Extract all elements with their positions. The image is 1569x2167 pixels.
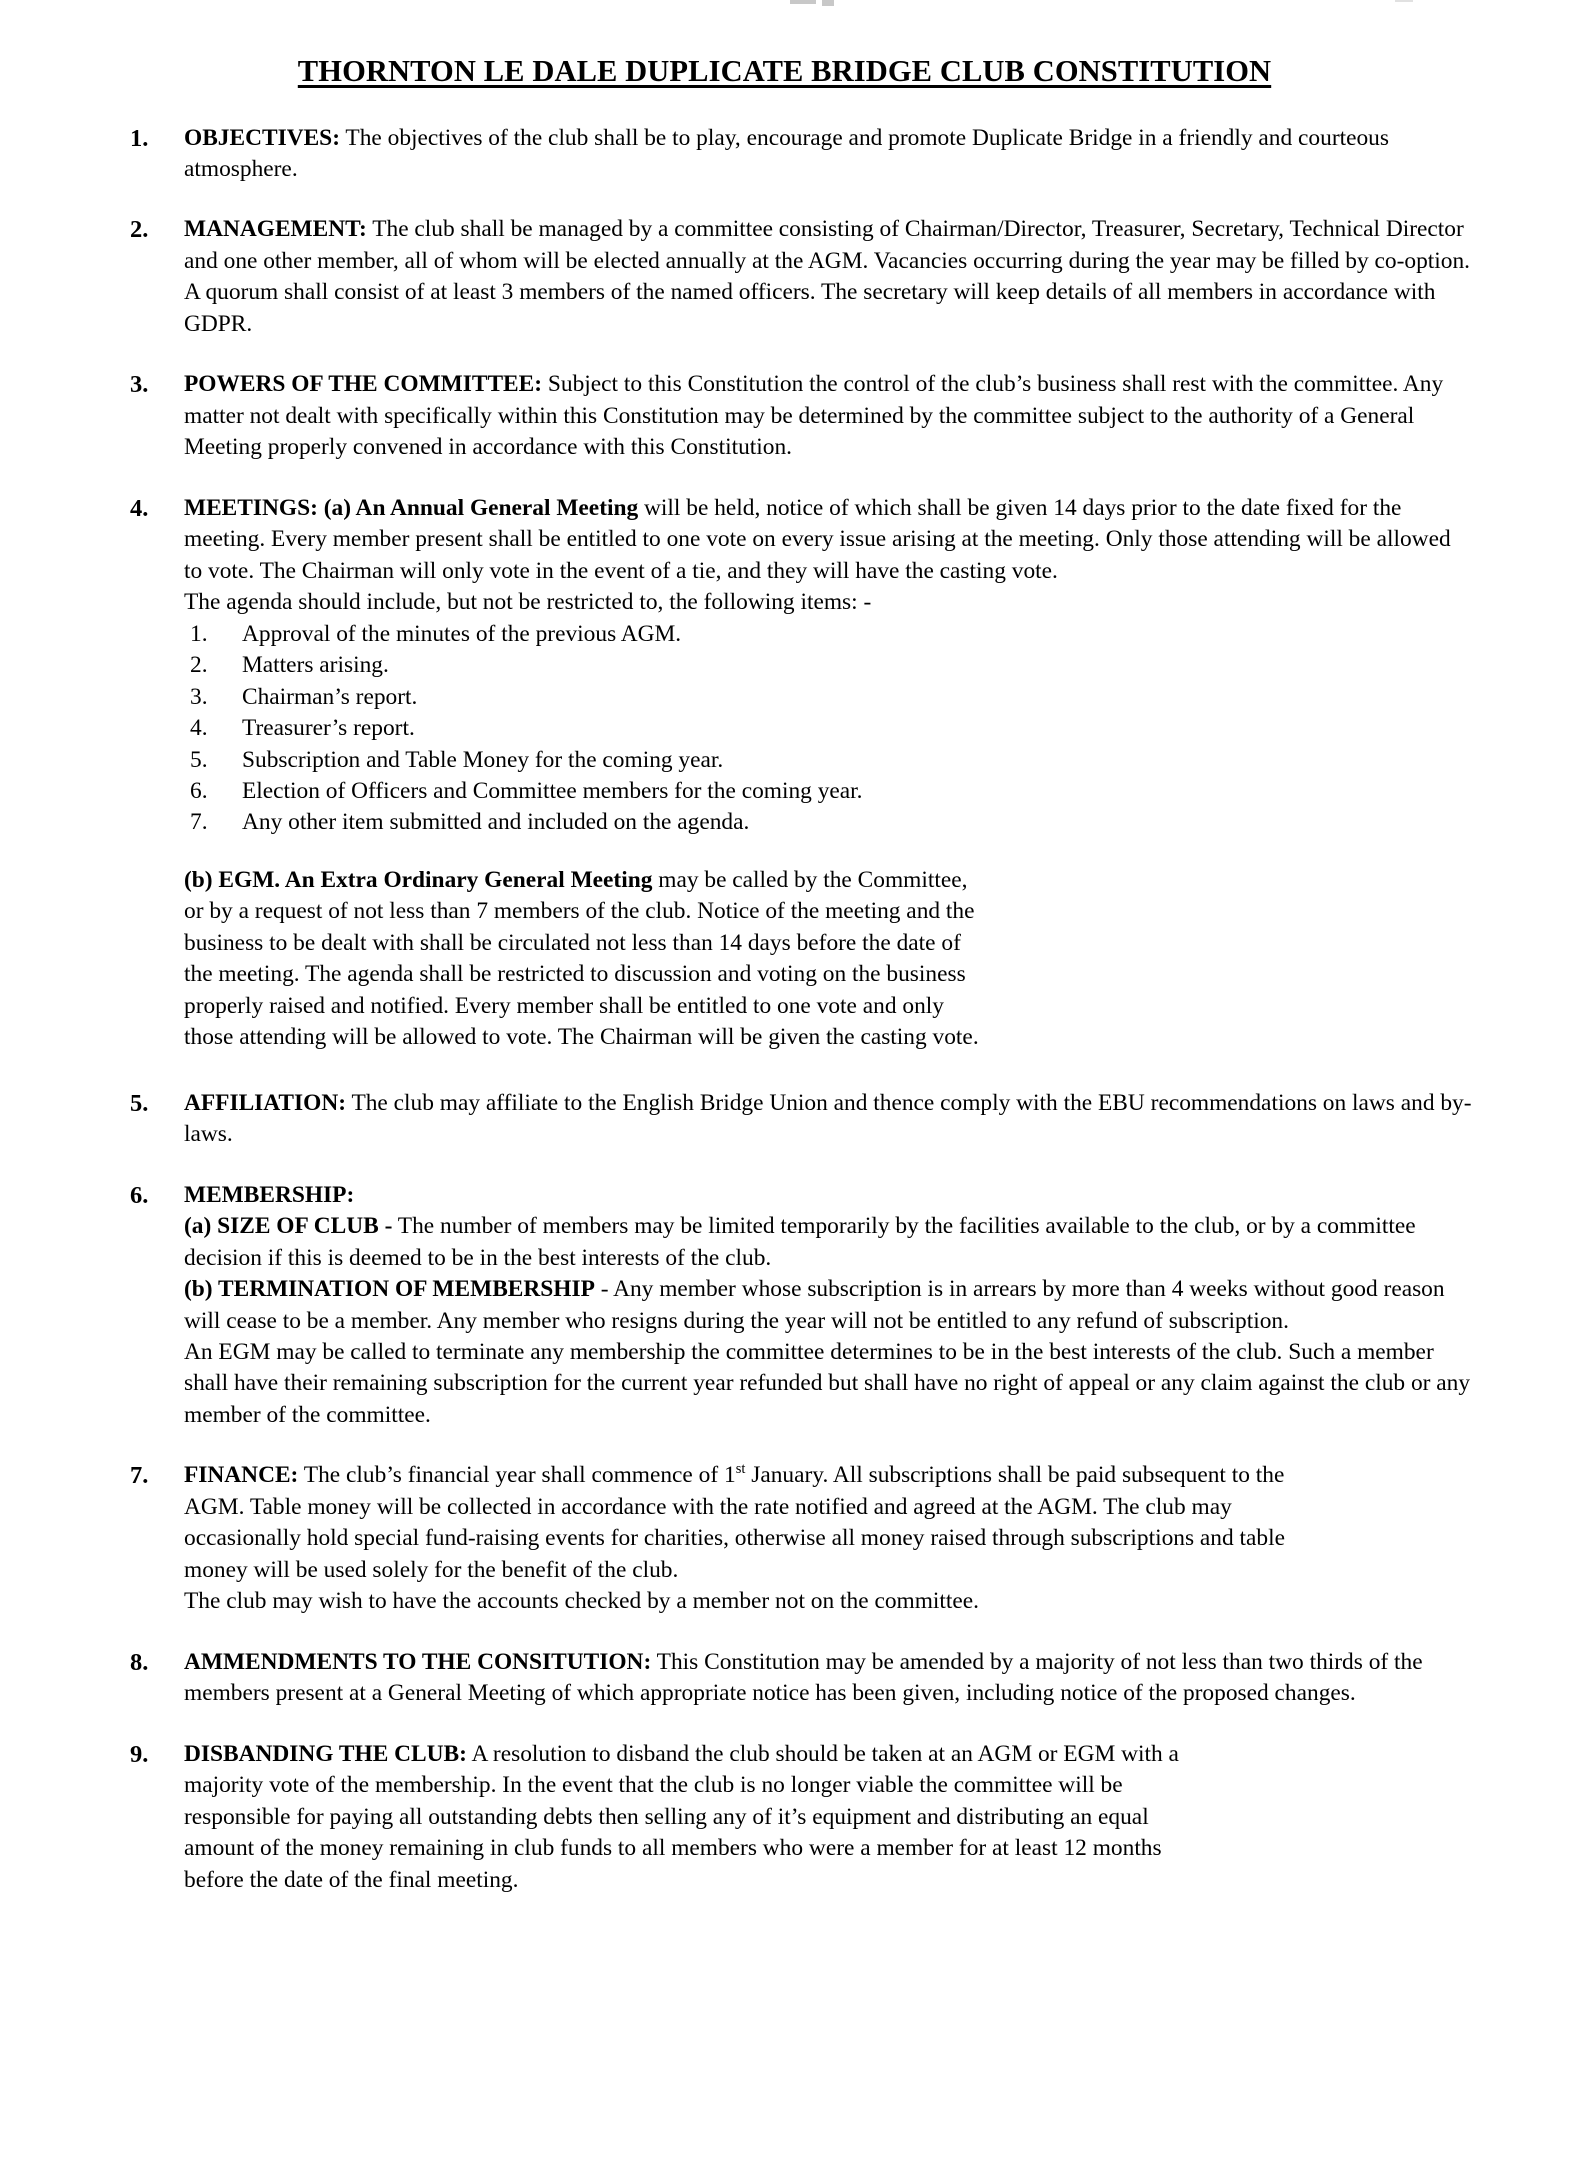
agenda-item-label: Treasurer’s report. (242, 715, 415, 742)
page-top-artifact (1395, 0, 1413, 2)
membership-termination-heading: (b) TERMINATION OF MEMBERSHIP (184, 1276, 595, 1303)
clause-heading: MEETINGS: (a) An Annual General Meeting (184, 494, 639, 521)
clause-heading: AFFILIATION: (184, 1089, 347, 1116)
clause-body: The objectives of the club shall be to play, encourage and promote Duplicate Bridge in a friendly and courteous atmosphere. (184, 124, 1389, 183)
clause-disbanding (130, 1739, 1474, 1896)
agenda-list (184, 619, 1474, 839)
egm-text (184, 865, 984, 1054)
agenda-item-number: 6. (190, 777, 208, 804)
agenda-item-label: Subscription and Table Money for the coming year. (242, 746, 724, 773)
clause-text (184, 1460, 1304, 1586)
agenda-item-label: Matters arising. (242, 652, 389, 679)
agenda-item-number: 7. (190, 809, 208, 836)
agenda-item (184, 713, 1474, 744)
agenda-item-number: 1. (190, 620, 208, 647)
agenda-item-label: Any other item submitted and included on the agenda. (242, 809, 750, 836)
agenda-item (184, 682, 1474, 713)
egm-heading: (b) EGM. An Extra Ordinary General Meeting (184, 866, 653, 893)
clause-body: will be held, notice of which shall be given 14 days prior to the date fixed for the meeting. Every member present shall be entitled to one vote on every issue arising at the meeting. Only those attending will be allowed to vote. The Chairman will only vote in the event of a tie, and they will have the casting vote. (184, 494, 1451, 584)
membership-egm-termination: An EGM may be called to terminate any membership the committee determines to be in the best interests of the club. Such a member shall have their remaining subscription for the current year refunded but shall have no right of appeal or any claim against the club or any member of the committee. (184, 1339, 1471, 1428)
document-body (0, 123, 1569, 1897)
clause-powers-of-the-committee (130, 369, 1474, 463)
agenda-item (184, 619, 1474, 650)
clause-number: 7. (130, 1462, 149, 1490)
clause-number: 5. (130, 1089, 149, 1117)
clause-membership (130, 1180, 1474, 1432)
clause-text (184, 1088, 1474, 1151)
clause-body: The club may affiliate to the English Bridge Union and thence comply with the EBU recommendations on laws and by-laws. (184, 1089, 1472, 1148)
clause-body-part2: January. All subscriptions shall be paid subsequent to the AGM. Table money will be collected in accordance with the rate notified and agreed at the AGM. The club may occasionally hold special fund-raising events for charities, otherwise all money raised through subscriptions and table money will be used solely for the benefit of the club. (184, 1462, 1286, 1583)
agenda-item-number: 2. (190, 652, 208, 679)
page-top-artifact (790, 0, 816, 4)
clause-body-part1: The club’s financial year shall commence of 1 (298, 1462, 736, 1489)
clause-heading-line (184, 1180, 1474, 1211)
clause-text (184, 214, 1474, 340)
clause-body: Subject to this Constitution the control of the club’s business shall rest with the committee. Any matter not dealt with specifically within this Constitution may be determined by the committee subject to the authority of a General Meeting properly convened in accordance with this Constitution. (184, 371, 1444, 461)
clause-heading: OBJECTIVES: (184, 124, 340, 151)
clause-text (184, 123, 1474, 186)
clause-text (184, 1739, 1204, 1896)
clause-body: The club shall be managed by a committee consisting of Chairman/Director, Treasurer, Secretary, Technical Director and one other member, all of whom will be elected annually at the AGM. Vacancies occurring during the year may be filled by co-option. A quorum shall consist of at least 3 members of the named officers. The secretary will keep details of all members in accordance with GDPR. (184, 216, 1471, 337)
clause-number: 4. (130, 494, 149, 522)
ordinal-suffix: st (735, 1461, 746, 1478)
page-title-text: THORNTON LE DALE DUPLICATE BRIDGE CLUB CONSTITUTION (297, 54, 1272, 88)
clause-heading: MEMBERSHIP: (184, 1181, 355, 1208)
clause-heading: DISBANDING THE CLUB: (184, 1740, 467, 1767)
agenda-item-number: 5. (190, 746, 208, 773)
agenda-item-number: 3. (190, 683, 208, 710)
clause-number: 8. (130, 1648, 149, 1676)
agenda-item-number: 4. (190, 715, 208, 742)
clause-body: This Constitution may be amended by a majority of not less than two thirds of the members present at a General Meeting of which appropriate notice has been given, including notice of the proposed changes. (184, 1648, 1423, 1707)
clause-text (184, 1647, 1474, 1710)
clause-number: 3. (130, 371, 149, 399)
agenda-item-label: Chairman’s report. (242, 683, 418, 710)
page-top-artifact (822, 0, 834, 6)
membership-size-body: The number of members may be limited temporarily by the facilities available to the club, or by a committee decision if this is deemed to be in the best interests of the club. (184, 1213, 1416, 1271)
clause-heading: MANAGEMENT: (184, 216, 367, 243)
membership-termination (184, 1274, 1474, 1337)
clause-body: A resolution to disband the club should be taken at an AGM or EGM with a majority vote of the membership. In the event that the club is no longer viable the committee will be responsible for paying all outstanding debts then selling any of it’s equipment and distributing an equal amount of the money remaining in club funds to all members who were a member for at least 12 months before the date of the final meeting. (184, 1740, 1179, 1893)
page-title (0, 0, 1569, 89)
finance-extra-line: The club may wish to have the accounts checked by a member not on the committee. (184, 1588, 980, 1615)
clause-meetings (130, 493, 1474, 1054)
membership-termination-body: - Any member whose subscription is in arrears by more than 4 weeks without good reason will cease to be a member. Any member who resigns during the year will not be entitled to any refund of subscription. (184, 1276, 1445, 1334)
agenda-item-label: Approval of the minutes of the previous AGM. (242, 620, 682, 647)
agenda-item-label: Election of Officers and Committee members for the coming year. (242, 777, 863, 804)
agenda-item (184, 807, 1474, 838)
membership-size-heading: (a) SIZE OF CLUB - (184, 1213, 393, 1240)
agenda-intro: The agenda should include, but not be restricted to, the following items: - (184, 589, 872, 616)
membership-size-of-club (184, 1211, 1474, 1274)
clause-heading: AMMENDMENTS TO THE CONSITUTION: (184, 1648, 652, 1675)
agenda-item (184, 650, 1474, 681)
egm-body: may be called by the Committee, or by a request of not less than 7 members of the club. Notice of the meeting and the business to be dealt with shall be circulated not less than 14 days before the date of the meeting. The agenda shall be restricted to discussion and voting on the business properly raised and notified. Every member shall be entitled to one vote and only those attending will be allowed to vote. The Chairman will be given the casting vote. (184, 866, 979, 1051)
clause-finance (130, 1460, 1474, 1617)
clause-list (130, 123, 1474, 1897)
clause-text (184, 369, 1474, 463)
clause-objectives (130, 123, 1474, 186)
clause-affiliation (130, 1088, 1474, 1151)
clause-number: 6. (130, 1181, 149, 1209)
clause-text (184, 493, 1474, 587)
clause-number: 2. (130, 216, 149, 244)
clause-number: 1. (130, 124, 149, 152)
clause-number: 9. (130, 1740, 149, 1768)
clause-ammendments (130, 1647, 1474, 1710)
clause-management (130, 214, 1474, 340)
clause-heading: FINANCE: (184, 1462, 299, 1489)
clause-heading: POWERS OF THE COMMITTEE: (184, 371, 543, 398)
agenda-item (184, 745, 1474, 776)
egm-subclause (184, 865, 984, 1054)
agenda-item (184, 776, 1474, 807)
